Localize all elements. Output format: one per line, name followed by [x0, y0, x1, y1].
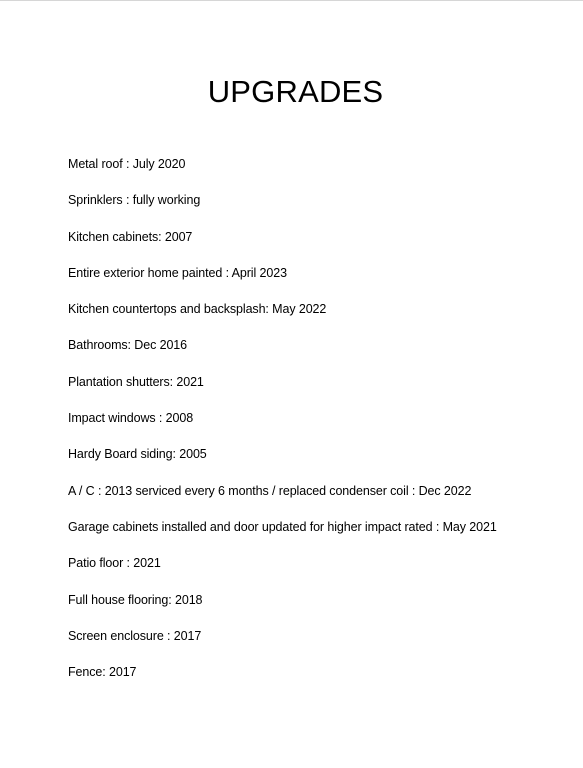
upgrade-item-text: Sprinklers : fully working — [68, 193, 201, 208]
upgrade-item-text: Hardy Board siding: 2005 — [68, 447, 207, 462]
upgrade-item-text: Kitchen cabinets: 2007 — [68, 229, 193, 244]
upgrade-item-text: Impact windows : 2008 — [68, 411, 194, 426]
page-title: UPGRADES — [207, 74, 384, 109]
upgrade-item-text: Patio floor : 2021 — [68, 556, 161, 571]
upgrade-item-ac — [68, 481, 497, 517]
upgrade-item-text: Fence: 2017 — [68, 665, 137, 680]
upgrade-item-plantation-shutters — [68, 372, 497, 408]
upgrade-item-text: Bathrooms: Dec 2016 — [68, 338, 187, 353]
upgrade-item-text: Full house flooring: 2018 — [68, 592, 203, 607]
upgrade-item-bathrooms — [68, 335, 497, 371]
upgrade-list — [68, 154, 497, 698]
upgrade-item-patio-floor — [68, 553, 497, 589]
upgrade-item-kitchen-cabinets — [68, 227, 497, 263]
page-top-border — [0, 0, 583, 1]
upgrade-item-sprinklers — [68, 190, 497, 226]
upgrade-item-text: Kitchen countertops and backsplash: May 2022 — [68, 302, 327, 317]
upgrade-item-text: Screen enclosure : 2017 — [68, 628, 202, 643]
upgrade-item-hardy-board-siding — [68, 444, 497, 480]
upgrade-item-impact-windows — [68, 408, 497, 444]
upgrade-item-fence — [68, 662, 497, 698]
upgrade-item-screen-enclosure — [68, 626, 497, 662]
upgrade-item-garage — [68, 517, 497, 553]
upgrade-item-house-flooring — [68, 590, 497, 626]
upgrade-item-exterior-painted — [68, 263, 497, 299]
upgrade-item-text: A / C : 2013 serviced every 6 months / replaced condenser coil : Dec 2022 — [68, 483, 472, 498]
upgrade-item-text: Entire exterior home painted : April 2023 — [68, 265, 287, 280]
upgrade-item-countertops — [68, 299, 497, 335]
upgrade-item-text: Metal roof : July 2020 — [68, 157, 186, 171]
upgrade-item-text: Plantation shutters: 2021 — [68, 374, 204, 389]
upgrade-item-text: Garage cabinets installed and door updated for higher impact rated : May 2021 — [68, 519, 497, 534]
upgrade-item-metal-roof — [68, 154, 497, 190]
